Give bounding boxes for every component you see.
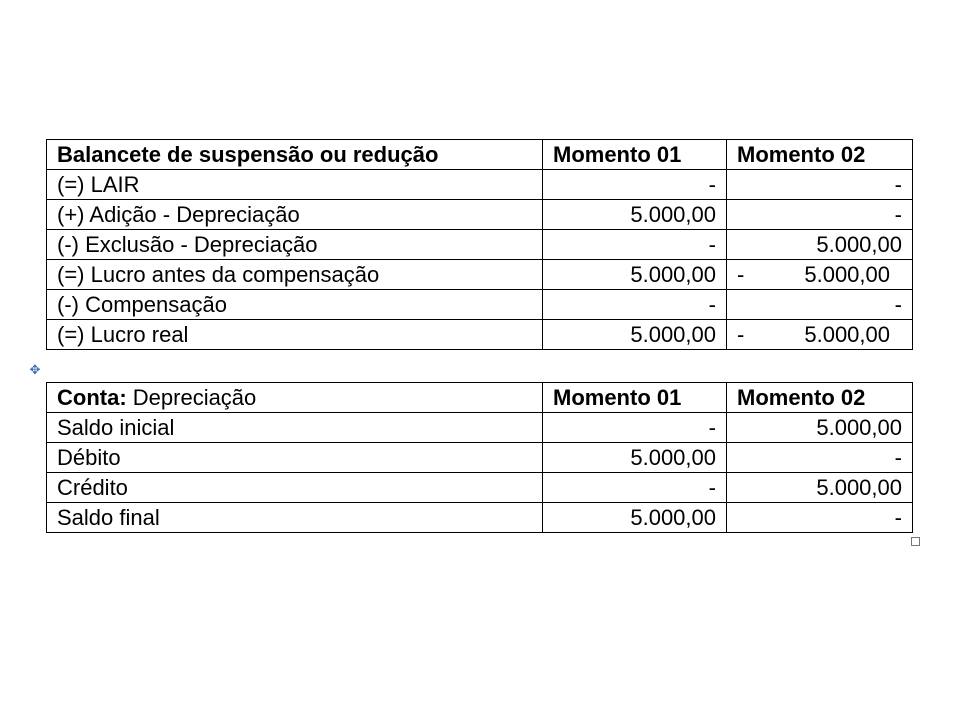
row-label: (-) Compensação bbox=[47, 290, 543, 320]
negative-sign: - bbox=[737, 262, 745, 287]
table-row bbox=[47, 473, 913, 503]
row-label: Saldo inicial bbox=[47, 413, 543, 443]
table-row bbox=[47, 413, 913, 443]
row-label: Débito bbox=[47, 443, 543, 473]
table-move-handle-icon[interactable]: ✥ bbox=[29, 363, 41, 378]
header-title: Balancete de suspensão ou redução bbox=[47, 140, 543, 170]
table-row bbox=[47, 503, 913, 533]
table-conta-depreciacao bbox=[46, 382, 913, 533]
table-row bbox=[47, 170, 913, 200]
table-balancete bbox=[46, 139, 913, 350]
cell-momento-01: - bbox=[543, 473, 727, 503]
cell-momento-02 bbox=[727, 260, 913, 290]
table-header-row bbox=[47, 140, 913, 170]
cell-momento-01: 5.000,00 bbox=[543, 200, 727, 230]
cell-momento-02: - bbox=[727, 200, 913, 230]
cell-value: 5.000,00 bbox=[804, 322, 890, 347]
table-row bbox=[47, 260, 913, 290]
cell-momento-02: - bbox=[727, 290, 913, 320]
cell-momento-01: 5.000,00 bbox=[543, 503, 727, 533]
cell-momento-01: 5.000,00 bbox=[543, 260, 727, 290]
table-row bbox=[47, 200, 913, 230]
header-momento-02: Momento 02 bbox=[727, 383, 913, 413]
cell-momento-02: 5.000,00 bbox=[727, 413, 913, 443]
header-momento-01: Momento 01 bbox=[543, 383, 727, 413]
table-row bbox=[47, 443, 913, 473]
cell-momento-02: - bbox=[727, 503, 913, 533]
row-label: (=) Lucro antes da compensação bbox=[47, 260, 543, 290]
cell-momento-01: - bbox=[543, 230, 727, 260]
cell-momento-01: 5.000,00 bbox=[543, 443, 727, 473]
cell-momento-01: 5.000,00 bbox=[543, 320, 727, 350]
cell-momento-02: 5.000,00 bbox=[727, 230, 913, 260]
table-row bbox=[47, 230, 913, 260]
row-label: Saldo final bbox=[47, 503, 543, 533]
header-account: Depreciação bbox=[126, 385, 257, 410]
row-label: (=) LAIR bbox=[47, 170, 543, 200]
cell-momento-02: - bbox=[727, 170, 913, 200]
row-label: (-) Exclusão - Depreciação bbox=[47, 230, 543, 260]
header-momento-01: Momento 01 bbox=[543, 140, 727, 170]
row-label: (=) Lucro real bbox=[47, 320, 543, 350]
cell-momento-02: 5.000,00 bbox=[727, 473, 913, 503]
header-prefix: Conta: bbox=[57, 385, 127, 410]
cell-momento-01: - bbox=[543, 413, 727, 443]
table-row bbox=[47, 320, 913, 350]
cell-momento-02: - bbox=[727, 443, 913, 473]
header-title bbox=[47, 383, 543, 413]
header-momento-02: Momento 02 bbox=[727, 140, 913, 170]
cell-value: 5.000,00 bbox=[804, 262, 890, 287]
table-header-row bbox=[47, 383, 913, 413]
table-row bbox=[47, 290, 913, 320]
row-label: Crédito bbox=[47, 473, 543, 503]
cell-momento-01: - bbox=[543, 290, 727, 320]
row-label: (+) Adição - Depreciação bbox=[47, 200, 543, 230]
cell-momento-01: - bbox=[543, 170, 727, 200]
negative-sign: - bbox=[737, 322, 745, 347]
cell-momento-02 bbox=[727, 320, 913, 350]
table-resize-handle-icon[interactable] bbox=[911, 537, 920, 546]
